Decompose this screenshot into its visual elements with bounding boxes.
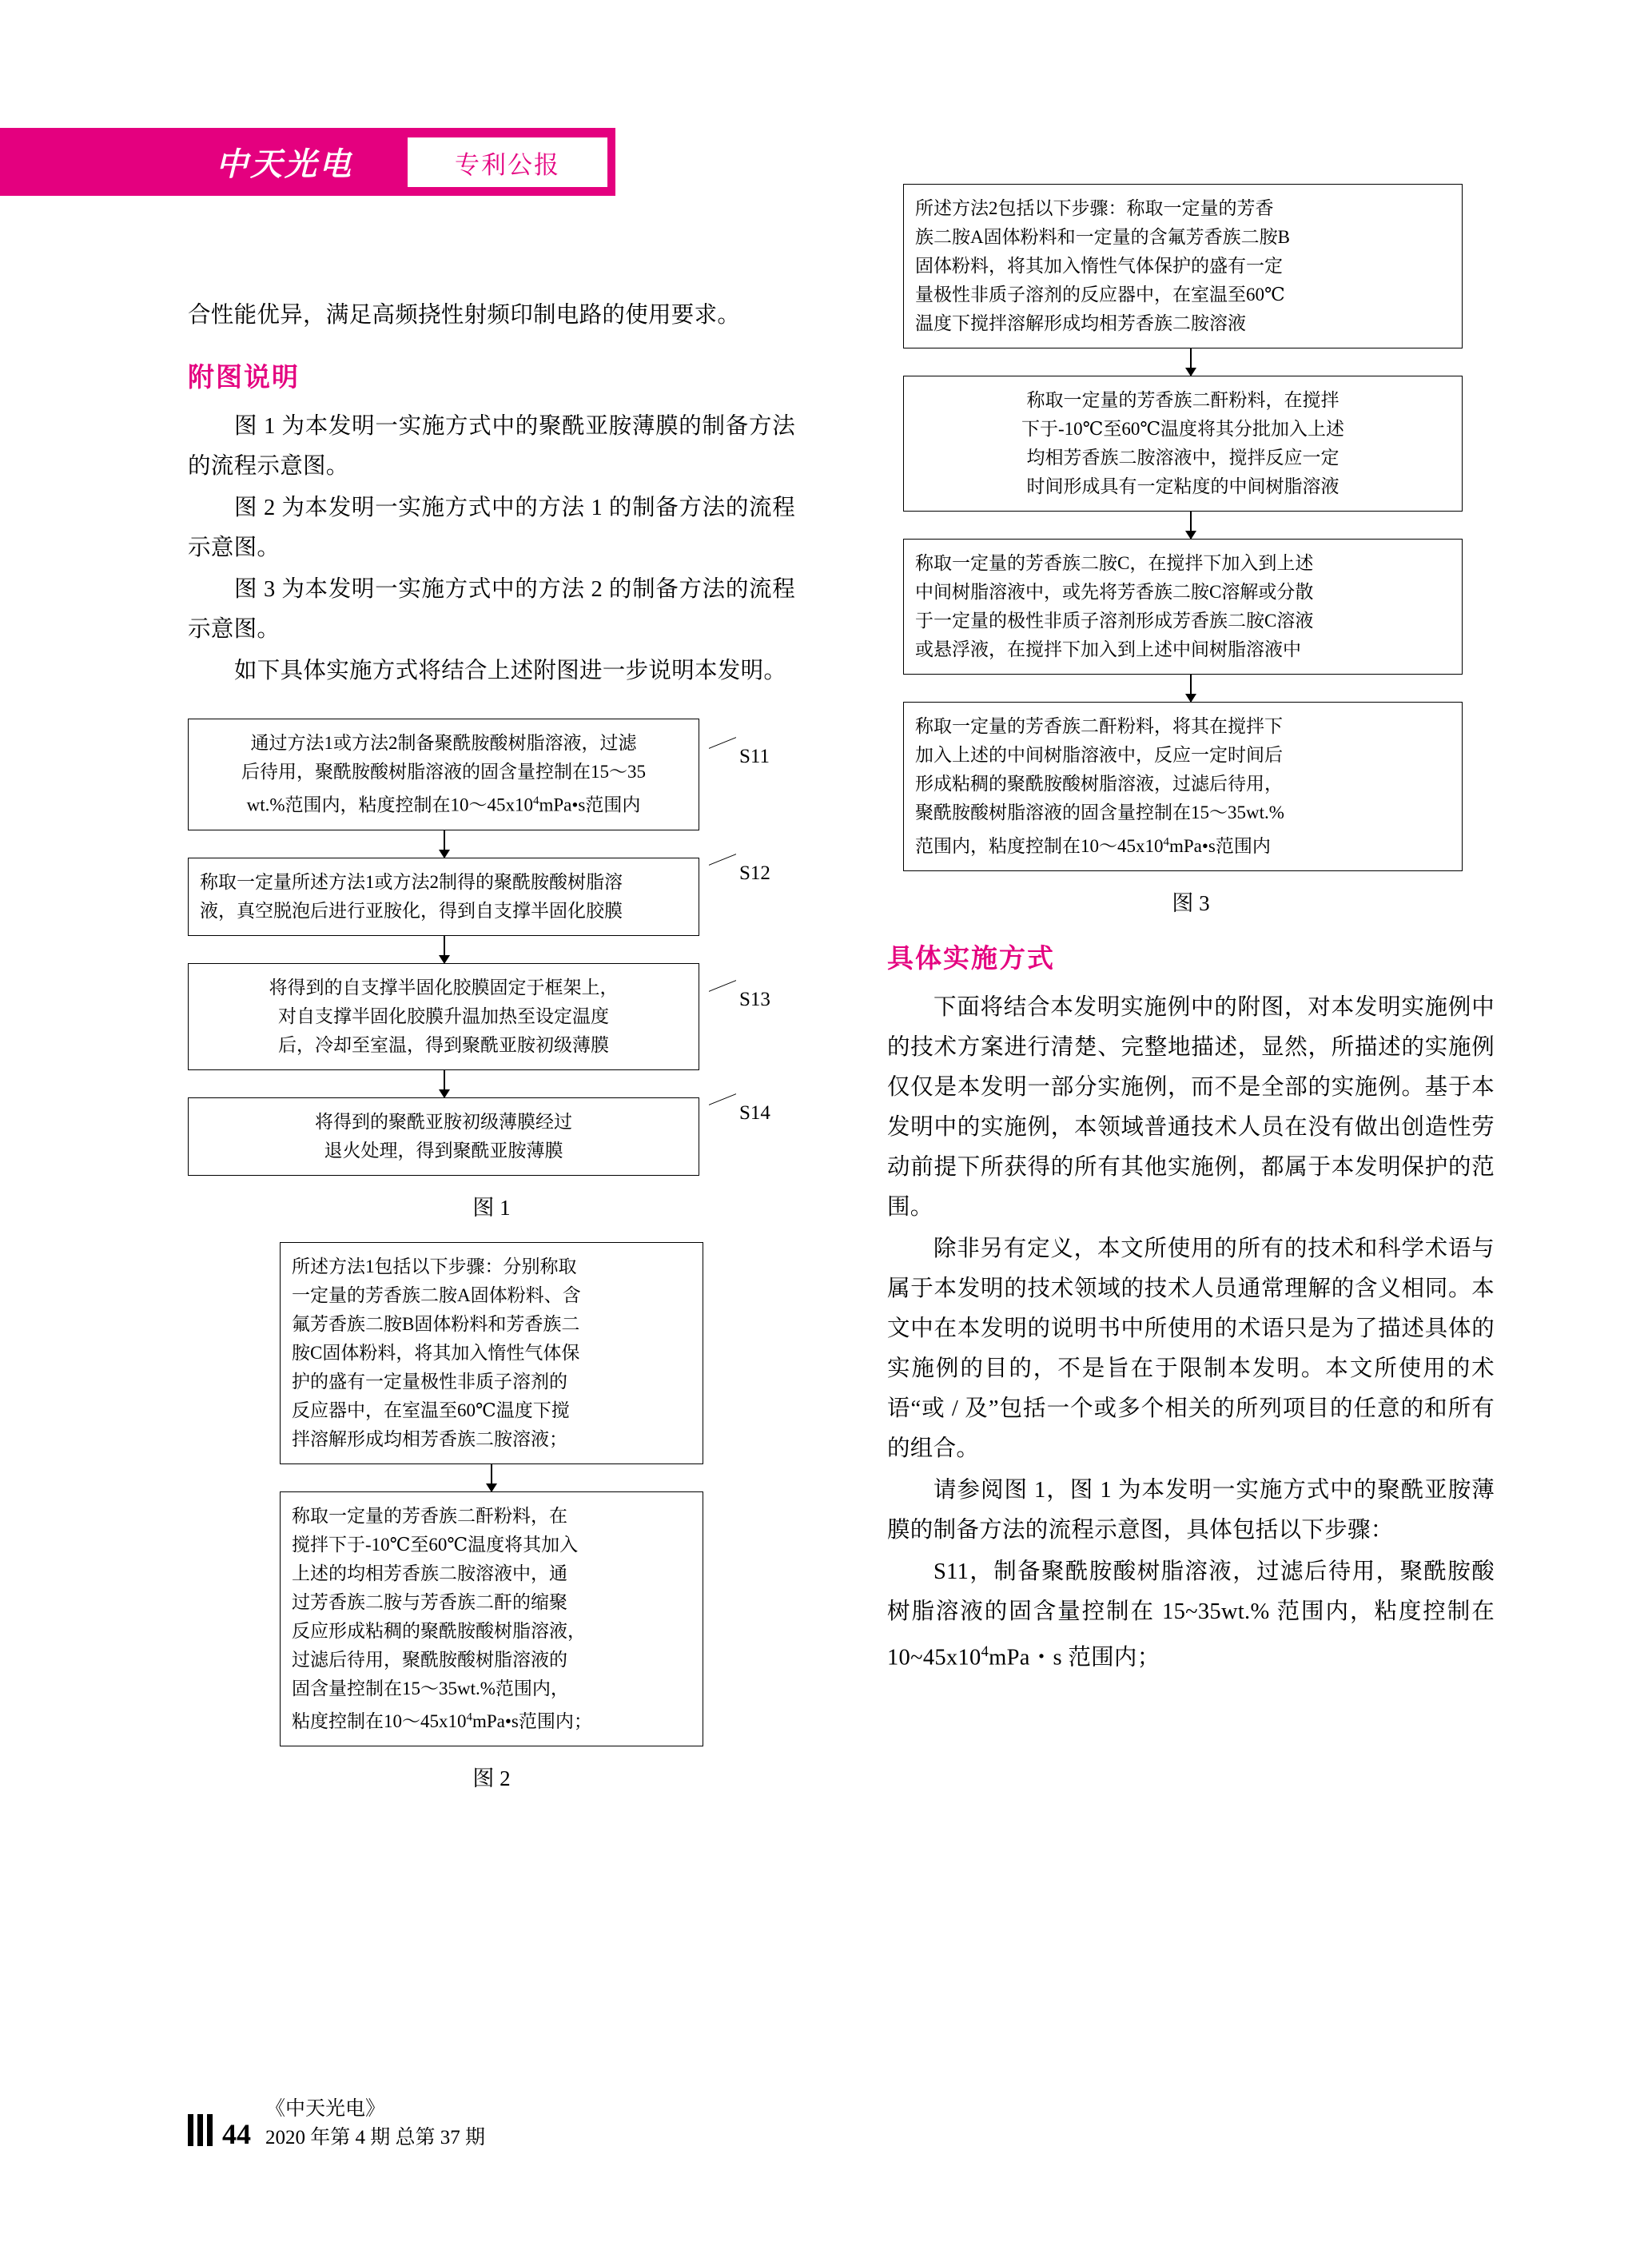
- f1-s13-line3: 后，冷却至室温，得到聚酰亚胺初级薄膜: [278, 1034, 609, 1055]
- f3-b4-l1: 称取一定量的芳香族二酐粉料，将其在搅拌下: [915, 716, 1283, 736]
- f2-b2-l5: 反应形成粘稠的聚酰胺酸树脂溶液，: [292, 1620, 586, 1641]
- f2-b2-l3: 上述的均相芳香族二胺溶液中，通: [292, 1563, 567, 1583]
- f1-s14-line2: 退火处理，得到聚酰亚胺薄膜: [324, 1140, 563, 1161]
- section-title-implementation: 具体实施方式: [887, 942, 1055, 973]
- f3-b2-l2: 下于-10℃至60℃温度将其分批加入上述: [1021, 419, 1345, 439]
- f2-b1-l6: 反应器中，在室温至60℃温度下搅: [292, 1400, 570, 1420]
- figure1-tag-s12: [709, 859, 770, 885]
- paragraph-impl-2: 除非另有定义，本文所使用的所有的技术和科学术语与属于本发明的技术领域的技术人员通常理解的含义相同。本文中在本发明的说明书中所使用的术语只是为了描述具体的实施例的目的，不是旨在于限制本发明。本文所使用的术语“或 / 及”包括一个或多个相关的所列项目的任意的和所有的组合。: [887, 1236, 1495, 1461]
- footer-bars-icon: [188, 2114, 213, 2146]
- f3-b1-l4: 量极性非质子溶剂的反应器中，在室温至60℃: [915, 285, 1285, 305]
- leader-line-icon: [709, 737, 736, 763]
- f3-b4-l5: 范围内，粘度控制在$10\sim 45x10^4mPa•s$范围内: [915, 835, 1271, 856]
- f1-s11-sup: 4: [533, 794, 539, 807]
- figure2-box-2: [280, 1491, 703, 1747]
- page-footer: [188, 2095, 485, 2152]
- f2-b2-l4: 过芳香族二胺与芳香族二酐的缩聚: [292, 1591, 567, 1612]
- f2-b2-l7: 固含量控制在15～35wt.%范围内，: [292, 1678, 569, 1698]
- footer-issue: 2020 年第 4 期 总第 37 期: [265, 2127, 486, 2148]
- f2-b2-l1: 称取一定量的芳香族二酐粉料，在: [292, 1505, 567, 1526]
- f1-s14-line1: 将得到的聚酰亚胺初级薄膜经过: [315, 1111, 572, 1132]
- page-number: 44: [222, 2118, 251, 2150]
- step-s11-sup: 4: [981, 1643, 989, 1660]
- figure-1: [188, 719, 795, 1221]
- f1-s13-line2: 对自支撑半固化胶膜升温加热至设定温度: [278, 1006, 609, 1026]
- f3-b3-l2: 中间树脂溶液中，或先将芳香族二胺C溶解或分散: [915, 582, 1314, 602]
- f2-b1-l4: 胺C固体粉料，将其加入惰性气体保: [292, 1342, 580, 1363]
- f2-b2-l2: 搅拌下于-10℃至60℃温度将其加入: [292, 1534, 579, 1555]
- paragraph-fig2-desc: 图 2 为本发明一实施方式中的方法 1 的制备方法的流程示意图。: [188, 496, 795, 560]
- figure1-tag-s12-label: S12: [739, 862, 770, 884]
- leader-line-icon: [709, 854, 736, 880]
- brand-logo: 中天光电: [216, 146, 353, 182]
- figure3-box-2: [903, 376, 1463, 512]
- figure3-arrow-1: [1190, 348, 1192, 376]
- figure3-box-3: [903, 539, 1463, 675]
- lead-paragraph: 合性能优异，满足高频挠性射频印制电路的使用要求。: [188, 303, 741, 328]
- leader-line-icon: [709, 1093, 736, 1120]
- f3-b4-l3: 形成粘稠的聚酰胺酸树脂溶液，过滤后待用，: [915, 774, 1283, 794]
- figure3-arrow-3: [1190, 675, 1192, 702]
- f2-b2-l6: 过滤后待用，聚酰胺酸树脂溶液的: [292, 1649, 567, 1670]
- figure1-arrow-3: [444, 1070, 445, 1097]
- f3-b4-l2: 加入上述的中间树脂溶液中，反应一定时间后: [915, 745, 1283, 765]
- f2-b1-l7: 拌溶解形成均相芳香族二胺溶液；: [292, 1428, 567, 1449]
- figure3-arrow-2: [1190, 512, 1192, 539]
- figure1-box-s11: [188, 719, 699, 830]
- paragraph-fig3-desc: 图 3 为本发明一实施方式中的方法 2 的制备方法的流程示意图。: [188, 577, 795, 642]
- figure1-step-s14-row: [188, 1097, 795, 1176]
- figure-3: [903, 184, 1479, 917]
- figure1-step-s11-row: [188, 719, 795, 830]
- figure-2: [252, 1242, 731, 1793]
- f3-b1-l1: 所述方法2包括以下步骤：称取一定量的芳香: [915, 198, 1274, 218]
- figure3-caption: 图 3: [1172, 890, 1210, 915]
- figure1-step-s12-row: [188, 858, 795, 936]
- left-column: [188, 296, 795, 1800]
- f3-b1-l5: 温度下搅拌溶解形成均相芳香族二胺溶液: [915, 313, 1246, 333]
- f1-s11-line1: 通过方法1或方法2制备聚酰胺酸树脂溶液，过滤: [250, 733, 637, 753]
- footer-meta: [265, 2095, 485, 2152]
- figure3-box-4: [903, 702, 1463, 871]
- figure1-tag-s11-label: S11: [739, 746, 770, 767]
- f1-s12-line1: 称取一定量所述方法1或方法2制得的聚酰胺酸树脂溶: [200, 871, 623, 892]
- f3-b1-l3: 固体粉料，将其加入惰性气体保护的盛有一定: [915, 256, 1283, 276]
- f2-b1-l3: 氟芳香族二胺B固体粉料和芳香族二: [292, 1313, 580, 1334]
- f2-b2-l8: 粘度控制在$10\sim 45x10^4mPa•s$范围内；: [292, 1710, 592, 1732]
- paragraph-embodiment-note: 如下具体实施方式将结合上述附图进一步说明本发明。: [234, 659, 787, 683]
- f3-b2-l4: 时间形成具有一定粘度的中间树脂溶液: [1026, 476, 1340, 496]
- figure1-step-s13-row: [188, 963, 795, 1070]
- paragraph-step-s11: [887, 1552, 1495, 1679]
- f3-b1-l2: 族二胺A固体粉料和一定量的含氟芳香族二胺B: [915, 227, 1290, 247]
- figure1-tag-s14: [709, 1099, 770, 1125]
- paragraph-impl-3: 请参阅图 1，图 1 为本发明一实施方式中的聚酰亚胺薄膜的制备方法的流程示意图，具体包括以下步骤：: [887, 1477, 1495, 1543]
- f1-s11-line3: wt.%范围内，粘度控制在10～45x10: [246, 794, 534, 815]
- figure2-arrow-1: [491, 1464, 492, 1491]
- f3-b3-l1: 称取一定量的芳香族二胺C，在搅拌下加入到上述: [915, 553, 1314, 573]
- f2-b1-l1: 所述方法1包括以下步骤：分别称取: [292, 1256, 577, 1276]
- step-s11-part2: mPa・s 范围内；: [989, 1645, 1160, 1671]
- f3-b3-l4: 或悬浮液，在搅拌下加入到上述中间树脂溶液中: [915, 639, 1301, 659]
- f2-b1-l2: 一定量的芳香族二胺A固体粉料、含: [292, 1284, 581, 1305]
- footer-journal: 《中天光电》: [265, 2098, 386, 2120]
- figure1-tag-s13: [709, 986, 770, 1011]
- figure2-box-1: [280, 1242, 703, 1464]
- f1-s13-line1: 将得到的自支撑半固化胶膜固定于框架上，: [269, 977, 619, 998]
- figure1-box-s12: [188, 858, 699, 936]
- figure1-arrow-2: [444, 936, 445, 963]
- f1-s12-line2: 液，真空脱泡后进行亚胺化，得到自支撑半固化胶膜: [200, 900, 623, 921]
- f3-b2-l1: 称取一定量的芳香族二酐粉料，在搅拌: [1026, 390, 1340, 410]
- right-column: [887, 198, 1495, 1679]
- f3-b3-l3: 于一定量的极性非质子溶剂形成芳香族二胺C溶液: [915, 611, 1314, 631]
- figure1-arrow-1: [444, 830, 445, 858]
- f3-b2-l3: 均相芳香族二胺溶液中，搅拌反应一定: [1026, 448, 1340, 468]
- leader-line-icon: [709, 980, 736, 1006]
- paragraph-impl-1: 下面将结合本发明实施例中的附图，对本发明实施例中的技术方案进行清楚、完整地描述，显然，所描述的实施例仅仅是本发明一部分实施例，而不是全部的实施例。基于本发明中的实施例，本领域普通技术人员在没有做出创造性劳动前提下所获得的所有其他实施例，都属于本发明保护的范围。: [887, 994, 1495, 1220]
- f2-b1-l5: 护的盛有一定量极性非质子溶剂的: [292, 1371, 567, 1392]
- f3-b4-l4: 聚酰胺酸树脂溶液的固含量控制在15～35wt.%: [915, 802, 1284, 822]
- figure1-tag-s13-label: S13: [739, 988, 770, 1010]
- figure1-box-s13: [188, 963, 699, 1070]
- f1-s11-line4: mPa•s范围内: [539, 794, 641, 815]
- figure2-caption: 图 2: [472, 1766, 511, 1791]
- step-s11-part1: S11，制备聚酰胺酸树脂溶液，过滤后待用，聚酰胺酸树脂溶液的固含量控制在 15~35wt.% 范围内，粘度控制在 10~45x10: [887, 1559, 1495, 1671]
- header-tab: [408, 137, 607, 187]
- paragraph-fig1-desc: 图 1 为本发明一实施方式中的聚酰亚胺薄膜的制备方法的流程示意图。: [188, 414, 795, 479]
- figure1-caption: 图 1: [472, 1195, 511, 1220]
- header-tab-label: 专利公报: [455, 150, 560, 179]
- figure1-tag-s14-label: S14: [739, 1101, 770, 1124]
- figure3-box-1: [903, 184, 1463, 348]
- section-title-figures: 附图说明: [188, 362, 300, 392]
- figure1-tag-s11: [709, 743, 770, 768]
- figure1-box-s14: [188, 1097, 699, 1176]
- f1-s11-line2: 后待用，聚酰胺酸树脂溶液的固含量控制在15～35: [241, 762, 646, 782]
